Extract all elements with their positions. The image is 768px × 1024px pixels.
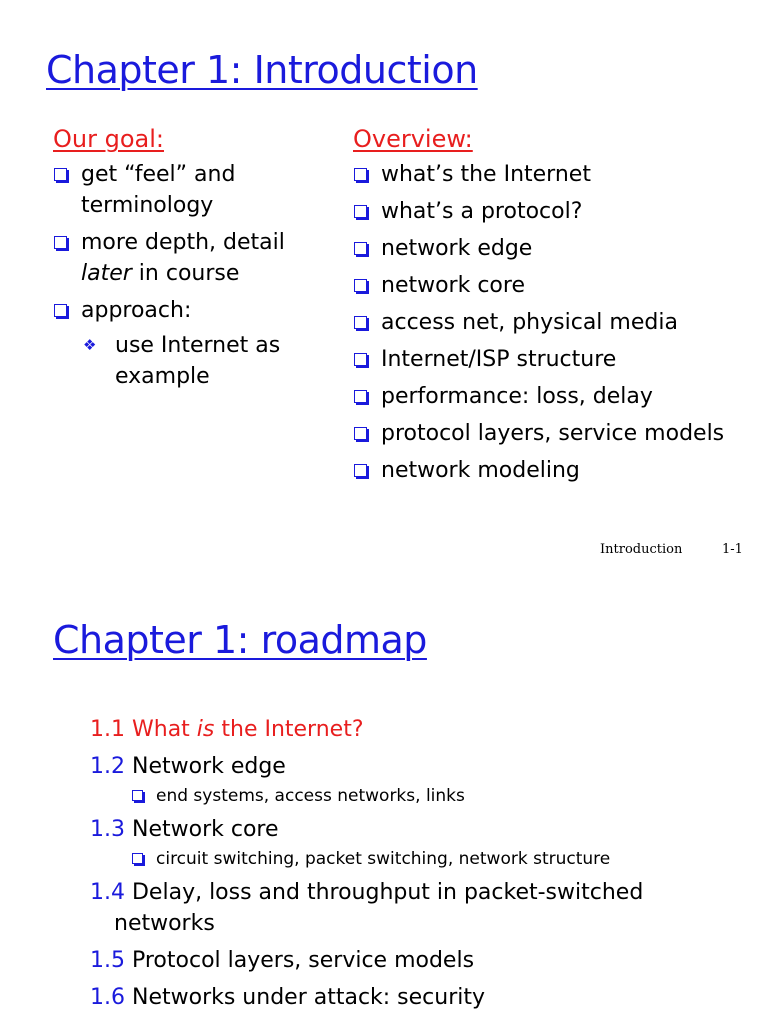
overview-item-text: access net, physical media [381, 310, 678, 335]
goal-list [53, 159, 313, 392]
overview-item-text: network core [381, 273, 525, 298]
overview-list [353, 159, 763, 486]
roadmap-subitem [132, 847, 760, 871]
goal-subitem-text: use Internet as [115, 333, 281, 358]
slide-title: Chapter 1: roadmap [53, 618, 427, 662]
square-bullet-icon [354, 390, 367, 403]
list-item [53, 295, 313, 392]
roadmap-item-text: the Internet? [214, 717, 364, 742]
square-bullet-icon [132, 790, 143, 801]
square-bullet-icon [354, 427, 367, 440]
overview-column [353, 122, 763, 492]
footer-page-number: 1-1 [722, 542, 743, 557]
square-bullet-icon [354, 279, 367, 292]
square-bullet-icon [54, 236, 67, 249]
roadmap-item-text: Network core [125, 817, 279, 842]
goal-heading: Our goal: [53, 125, 164, 153]
square-bullet-icon [354, 168, 367, 181]
roadmap-item-number: 1.3 [90, 817, 125, 842]
square-bullet-icon [54, 304, 67, 317]
list-item [353, 344, 763, 375]
overview-item-text: network modeling [381, 458, 580, 483]
goal-item-text: terminology [81, 193, 214, 218]
square-bullet-icon [54, 168, 67, 181]
goal-subitem-text: example [115, 364, 210, 389]
roadmap-item-active [90, 714, 760, 745]
roadmap-item-number: 1.1 [90, 717, 125, 742]
goal-item-text: get “feel” and [81, 162, 236, 187]
roadmap-item-number: 1.5 [90, 948, 125, 973]
list-item [353, 381, 763, 412]
goal-column [53, 122, 313, 398]
diamond-bullet-icon: ❖ [83, 336, 97, 354]
roadmap-item-number: 1.4 [90, 880, 125, 905]
overview-item-text: network edge [381, 236, 533, 261]
slide-title: Chapter 1: Introduction [46, 48, 478, 92]
square-bullet-icon [354, 316, 367, 329]
square-bullet-icon [354, 464, 367, 477]
list-item [353, 159, 763, 190]
roadmap-subitem [132, 784, 760, 808]
goal-sublist [81, 330, 313, 392]
roadmap-item [90, 982, 760, 1013]
overview-item-text: Internet/ISP structure [381, 347, 617, 372]
list-item [353, 270, 763, 301]
roadmap-item-emphasis: is [196, 717, 215, 742]
goal-item-text: more depth, detail [81, 230, 285, 255]
list-item [353, 196, 763, 227]
roadmap-item-text: Protocol layers, service models [125, 948, 475, 973]
square-bullet-icon [354, 205, 367, 218]
roadmap-list [90, 714, 760, 1019]
overview-item-text: what’s a protocol? [381, 199, 583, 224]
roadmap-item [90, 814, 760, 845]
roadmap-subitem-text: end systems, access networks, links [156, 786, 465, 806]
roadmap-item-text: Network edge [125, 754, 286, 779]
list-item [353, 418, 763, 449]
roadmap-item-text: What [125, 717, 197, 742]
list-item [81, 330, 313, 392]
roadmap-item [90, 877, 760, 939]
square-bullet-icon [354, 242, 367, 255]
footer-section-name: Introduction [600, 542, 683, 557]
list-item [353, 455, 763, 486]
list-item [353, 233, 763, 264]
overview-item-text: what’s the Internet [381, 162, 591, 187]
overview-item-text: performance: loss, delay [381, 384, 653, 409]
square-bullet-icon [354, 353, 367, 366]
roadmap-item-text: Networks under attack: security [125, 985, 486, 1010]
roadmap-item-number: 1.2 [90, 754, 125, 779]
square-bullet-icon [132, 853, 143, 864]
roadmap-item [90, 945, 760, 976]
roadmap-subitem-text: circuit switching, packet switching, network structure [156, 849, 611, 869]
list-item [53, 227, 313, 289]
overview-item-text: protocol layers, service models [381, 421, 725, 446]
overview-heading: Overview: [353, 125, 473, 153]
roadmap-item [90, 751, 760, 782]
goal-item-emphasis: later [81, 261, 132, 286]
roadmap-item-continuation: networks [114, 911, 215, 936]
slide-roadmap [0, 590, 768, 1024]
goal-item-text: in course [131, 261, 240, 286]
roadmap-item-number: 1.6 [90, 985, 125, 1010]
roadmap-item-text: Delay, loss and throughput in packet-switched [125, 880, 644, 905]
list-item [353, 307, 763, 338]
goal-item-text: approach: [81, 298, 192, 323]
list-item [53, 159, 313, 221]
